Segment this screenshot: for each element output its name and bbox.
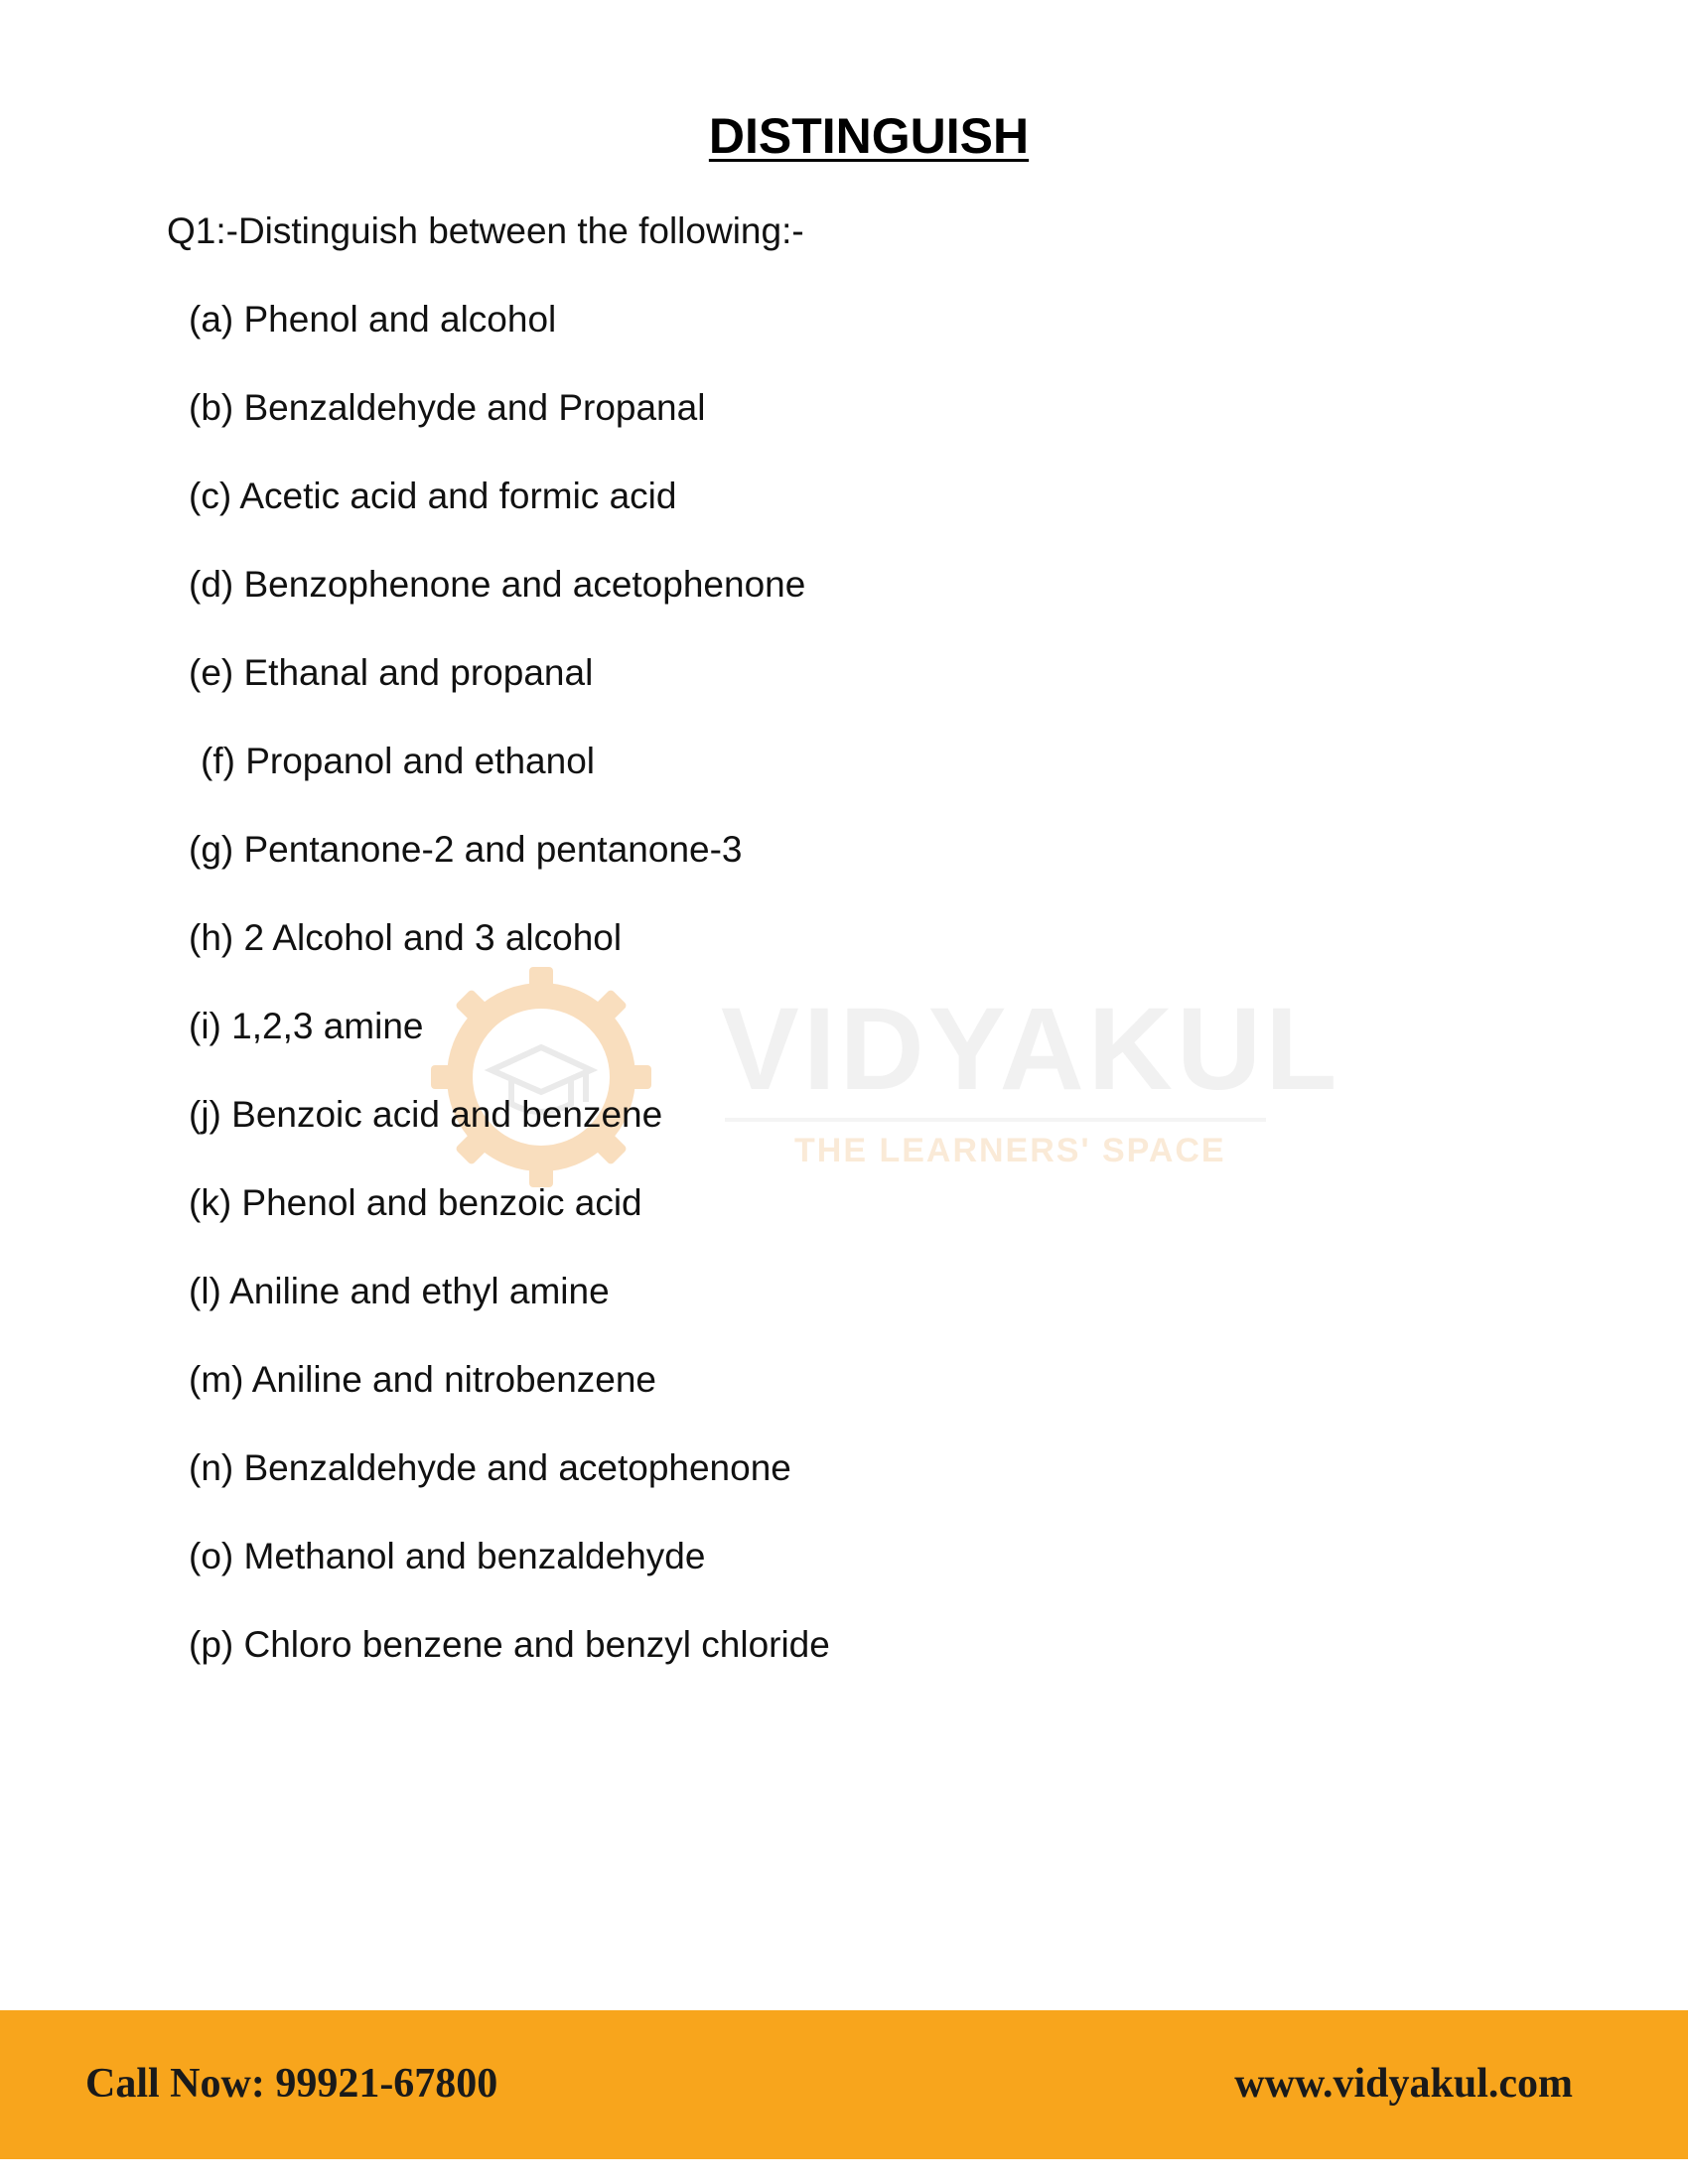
list-item: (p) Chloro benzene and benzyl chloride: [189, 1624, 830, 1665]
list-item: (n) Benzaldehyde and acetophenone: [189, 1447, 791, 1488]
list-item: (m) Aniline and nitrobenzene: [189, 1359, 657, 1400]
list-item: (i) 1,2,3 amine: [189, 1006, 424, 1046]
list-item: (d) Benzophenone and acetophenone: [189, 564, 806, 605]
footer-phone[interactable]: Call Now: 99921-67800: [85, 2061, 498, 2107]
list-item: (o) Methanol and benzaldehyde: [189, 1536, 706, 1576]
graduation-cap-gear-icon: [417, 953, 665, 1201]
page-title: DISTINGUISH: [708, 108, 1030, 164]
list-item: (h) 2 Alcohol and 3 alcohol: [189, 917, 623, 958]
watermark-tagline: THE LEARNERS' SPACE: [794, 1132, 1226, 1169]
question-heading: Q1:-Distinguish between the following:-: [167, 210, 804, 251]
footer-website-link[interactable]: www.vidyakul.com: [1234, 2061, 1573, 2107]
watermark-divider: [725, 1118, 1266, 1122]
list-item: (b) Benzaldehyde and Propanal: [189, 387, 706, 428]
list-item: (l) Aniline and ethyl amine: [189, 1271, 610, 1311]
list-item: (e) Ethanal and propanal: [189, 652, 594, 693]
list-item: (g) Pentanone-2 and pentanone-3: [189, 829, 743, 870]
list-item: (j) Benzoic acid and benzene: [189, 1094, 663, 1135]
list-item: (a) Phenol and alcohol: [189, 299, 557, 340]
list-item: (f) Propanol and ethanol: [201, 741, 595, 781]
footer-bar: [0, 2010, 1688, 2159]
watermark: [417, 953, 1341, 1191]
list-item: (c) Acetic acid and formic acid: [189, 476, 677, 516]
list-item: (k) Phenol and benzoic acid: [189, 1182, 642, 1223]
watermark-name: VIDYAKUL: [721, 984, 1341, 1115]
